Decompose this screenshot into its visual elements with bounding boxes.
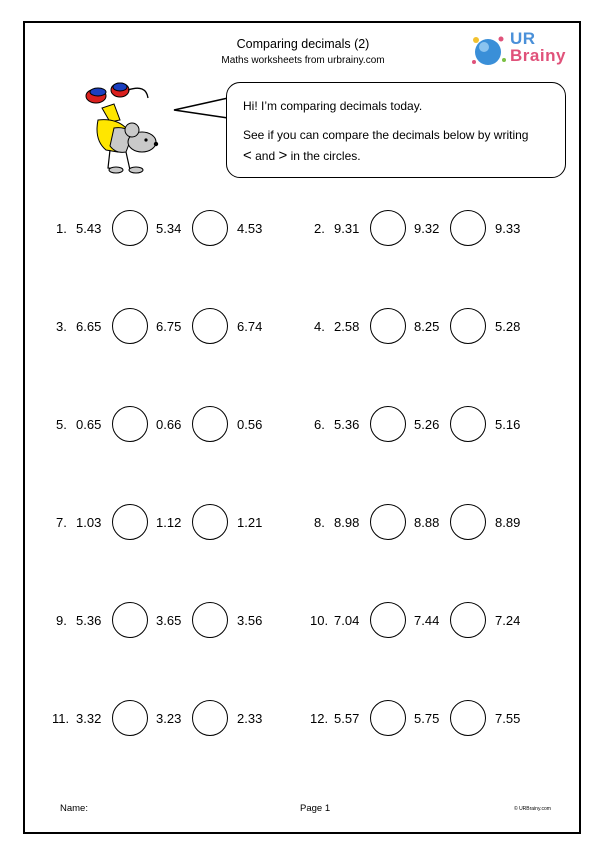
decimal-c: 4.53 <box>237 221 263 236</box>
answer-circle-2[interactable] <box>192 602 228 638</box>
question-number: 1. <box>56 221 67 236</box>
answer-circle-1[interactable] <box>370 700 406 736</box>
question-number: 5. <box>56 417 67 432</box>
in-circles-text: in the circles. <box>287 149 361 163</box>
mouse-mascot-illustration <box>76 80 176 180</box>
answer-circle-1[interactable] <box>112 504 148 540</box>
answer-circle-1[interactable] <box>112 700 148 736</box>
decimal-a: 6.65 <box>76 319 102 334</box>
decimal-a: 5.36 <box>76 613 102 628</box>
logo-text-ur: UR <box>510 29 536 48</box>
answer-circle-2[interactable] <box>192 308 228 344</box>
decimal-b: 3.65 <box>156 613 182 628</box>
decimal-c: 6.74 <box>237 319 263 334</box>
decimal-b: 0.66 <box>156 417 182 432</box>
logo-wordmark <box>510 30 566 64</box>
page-number: Page 1 <box>300 803 331 814</box>
answer-circle-1[interactable] <box>370 406 406 442</box>
question-number: 7. <box>56 515 67 530</box>
answer-circle-1[interactable] <box>112 308 148 344</box>
decimal-a: 3.32 <box>76 711 102 726</box>
answer-circle-2[interactable] <box>450 210 486 246</box>
question-number: 6. <box>314 417 325 432</box>
answer-circle-2[interactable] <box>450 504 486 540</box>
decimal-a: 9.31 <box>334 221 360 236</box>
answer-circle-2[interactable] <box>450 700 486 736</box>
decimal-b: 5.26 <box>414 417 440 432</box>
decimal-b: 9.32 <box>414 221 440 236</box>
decimal-b: 5.75 <box>414 711 440 726</box>
decimal-c: 0.56 <box>237 417 263 432</box>
decimal-a: 5.43 <box>76 221 102 236</box>
decimal-c: 1.21 <box>237 515 263 530</box>
decimal-a: 2.58 <box>334 319 360 334</box>
question-number: 8. <box>314 515 325 530</box>
decimal-c: 7.55 <box>495 711 521 726</box>
answer-circle-2[interactable] <box>192 210 228 246</box>
decimal-c: 8.89 <box>495 515 521 530</box>
and-text: and <box>251 149 279 163</box>
decimal-b: 3.23 <box>156 711 182 726</box>
answer-circle-1[interactable] <box>112 602 148 638</box>
bubble-instruction: See if you can compare the decimals below by writing <box>243 128 529 142</box>
decimal-c: 9.33 <box>495 221 521 236</box>
speech-bubble <box>226 82 566 178</box>
answer-circle-1[interactable] <box>370 504 406 540</box>
bubble-instruction-cont <box>243 147 361 164</box>
decimal-c: 5.28 <box>495 319 521 334</box>
decimal-b: 8.88 <box>414 515 440 530</box>
name-label: Name: <box>60 803 88 814</box>
decimal-c: 3.56 <box>237 613 263 628</box>
decimal-b: 8.25 <box>414 319 440 334</box>
decimal-b: 1.12 <box>156 515 182 530</box>
decimal-a: 8.98 <box>334 515 360 530</box>
decimal-a: 1.03 <box>76 515 102 530</box>
answer-circle-2[interactable] <box>450 602 486 638</box>
question-number: 9. <box>56 613 67 628</box>
answer-circle-2[interactable] <box>450 406 486 442</box>
copyright-notice: © URBrainy.com <box>514 806 551 812</box>
question-number: 10. <box>310 613 329 628</box>
answer-circle-1[interactable] <box>370 602 406 638</box>
decimal-c: 2.33 <box>237 711 263 726</box>
answer-circle-1[interactable] <box>112 210 148 246</box>
bubble-greeting: Hi! I’m comparing decimals today. <box>243 99 423 113</box>
globe-icon <box>470 30 510 72</box>
answer-circle-2[interactable] <box>450 308 486 344</box>
answer-circle-2[interactable] <box>192 406 228 442</box>
question-number: 4. <box>314 319 325 334</box>
decimal-a: 0.65 <box>76 417 102 432</box>
page-title: Comparing decimals (2) <box>236 37 370 51</box>
decimal-a: 5.57 <box>334 711 360 726</box>
decimal-b: 5.34 <box>156 221 182 236</box>
decimal-b: 7.44 <box>414 613 440 628</box>
decimal-c: 7.24 <box>495 613 521 628</box>
decimal-a: 7.04 <box>334 613 360 628</box>
answer-circle-1[interactable] <box>370 308 406 344</box>
less-than-symbol: < <box>243 147 252 164</box>
logo-text-brainy: Brainy <box>510 46 566 65</box>
answer-circle-1[interactable] <box>112 406 148 442</box>
decimal-c: 5.16 <box>495 417 521 432</box>
answer-circle-1[interactable] <box>370 210 406 246</box>
answer-circle-2[interactable] <box>192 700 228 736</box>
question-number: 3. <box>56 319 67 334</box>
greater-than-symbol: > <box>278 147 288 164</box>
question-number: 11. <box>52 711 70 726</box>
question-number: 2. <box>314 221 325 236</box>
decimal-a: 5.36 <box>334 417 360 432</box>
speech-bubble-tail <box>172 96 232 126</box>
page-subtitle: Maths worksheets from urbrainy.com <box>221 55 385 66</box>
urbrainy-logo <box>470 29 566 72</box>
decimal-b: 6.75 <box>156 319 182 334</box>
answer-circle-2[interactable] <box>192 504 228 540</box>
question-number: 12. <box>310 711 329 726</box>
